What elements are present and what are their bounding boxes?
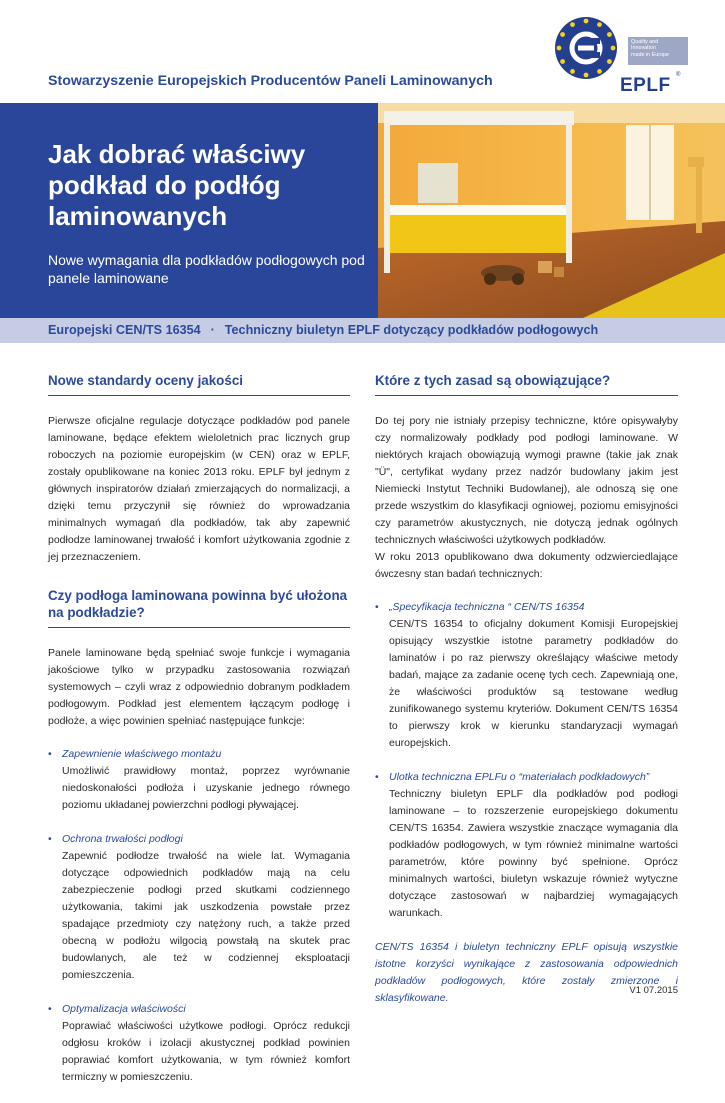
heading-quality-standards: Nowe standardy oceny jakości [48,372,350,396]
registered-mark: ® [676,72,681,78]
eplf-logo [538,8,690,98]
organization-name: Stowarzyszenie Europejskich Producentów Paneli Laminowanych [48,73,493,89]
list-item-title: • Ulotka techniczna EPLFu o “materiałach podkładowych” [389,771,650,783]
logo-wordmark: EPLF [620,75,671,96]
heading-underlay-question: Czy podłoga laminowana powinna być ułożona na podkładzie? [48,587,350,628]
subtitle-band [0,318,725,343]
list-item-title: • Ochrona trwałości podłogi [62,833,183,845]
list-item [375,599,678,752]
list-item [48,1001,350,1086]
bedroom-photo-icon [378,103,725,318]
paragraph-regulations: Pierwsze oficjalne regulacje dotyczące podkładów pod panele laminowane, będące efektem wieloletnich prac licznych grup roboczych na poziomie europejskim (w CEN) oraz w EPLF, zostały opublikowane na koniec 2013 roku. EPLF był jednym z głównych inspiratorów działań zmierzających do normalizacji, a dzięki temu przyczynił się również do wprowadzania minimalnych wymagań dla podkładów, tak aby zapewnić podłodze laminowanej trwałość i komfort użytkowania zgodnie z jej przeznaczeniem. [48,415,350,563]
list-item-title: • Optymalizacja właściwości [62,1003,186,1015]
right-column [375,372,678,1007]
paragraph-functions: Panele laminowane będą spełniać swoje funkcje i wymagania jakościowe tylko w przypadku zastosowania rozwiązań systemowych – czyli wraz z odpowiednio dobranym podkładem podłogowym. Podkład jest elementem łączącym podłogę i podłoże, a więc powinien spełniać następujące funkcje: [48,647,350,727]
band-standard: Europejski CEN/TS 16354 [48,323,201,337]
list-item-text: Poprawiać właściwości użytkowe podłogi. Oprócz redukcji odgłosu kroków i izolacji akustycznej podkład powinien poprawiać komfort użytkowania, w tym również komfort termiczny w pomieszczeniu. [62,1020,350,1083]
closing-note: CEN/TS 16354 i biuletyn techniczny EPLF opisują wszystkie istotne korzyści wynikające z zastosowania odpowiednich podkładów podłogowych, które zostały zmierzone i sklasyfikowane. [375,941,678,1004]
list-item [375,769,678,922]
list-item [48,831,350,984]
list-item-title: • „Specyfikacja techniczna “ CEN/TS 16354 [389,601,585,613]
list-item-title: • Zapewnienie właściwego montażu [62,748,222,760]
list-item-text: Techniczny biuletyn EPLF dla podkładów pod podłogi laminowane – to rozszerzenie europejskiego dokumentu CEN/TS 16354. Zawiera wszystkie znaczące wymagania dla podkładów podłogowych, w tym również minimalne wartości parametrów, które powinny być spełnione. Oprócz minimalnych wartości, biuletyn wskazuje również wytyczne dotyczące zastosowań w najbardziej wymagających warunkach. [389,788,678,919]
list-item [48,746,350,814]
left-column [48,372,350,1103]
logo-tagline: Quality and Innovation made in Europe [628,37,688,65]
bedroom-floor-photo [378,103,725,318]
paragraph-two-documents: W roku 2013 opublikowano dwa dokumenty odzwierciedlające ówczesny stan badań technicznych: [375,551,678,580]
list-item-text: Zapewnić podłodze trwałość na wiele lat. Wymagania dotyczące odpowiednich podkładów mają na celu zabezpieczenie podłogi przed skutkami codziennego użytkowania, takimi jak uszkodzenia powstałe przez spadające przedmioty czy natężony ruch, a także przed obecną w podłożu wilgocią powstałą na skutek prac budowlanych, ale też w codziennej eksploatacji pomieszczenia. [62,850,350,981]
paragraph-existing-rules: Do tej pory nie istniały przepisy techniczne, które opisywałyby czy normalizowały podkłady pod podłogi laminowane. W niektórych krajach obowiązują wymogi prawne (takie jak znak "Ü", certyfikat wydany przez nadzór budowlany jakim jest Niemiecki Instytut Techniki Budowlanej), ale odnoszą się one przede wszystkim do klasyfikacji ogniowej, poziomu emisyjności czy parametrów akustycznych, nie dotyczą jednak ogólnych technicznych właściwości użytkowych podkładów. [375,415,678,546]
page-title: Jak dobrać właściwy podkład do podłóg laminowanych [48,139,306,231]
heading-applicable-rules: Które z tych zasad są obowiązujące? [375,372,678,396]
band-bulletin: Techniczny biuletyn EPLF dotyczący podkładów podłogowych [224,323,599,337]
band-separator: · [210,323,215,337]
page-subtitle: Nowe wymagania dla podkładów podłogowych pod panele laminowane [48,252,365,286]
hero-banner [0,103,725,318]
list-item-text: Umożliwić prawidłowy montaż, poprzez wyrównanie niedoskonałości podłoża i uzyskanie jednego równego poziomu układanej powierzchni podłogi pływającej. [62,765,350,811]
list-item-text: CEN/TS 16354 to oficjalny dokument Komisji Europejskiej opisujący wszystkie istotne parametry podkładów do laminatów i po raz pierwszy określający właściwe metody badań, mające za zadanie ocenę tych cech. Zapewniają one, że właściwości produktów są testowane według zunifikowanego systemu kryteriów. Dokument CEN/TS 16354 to pierwszy krok w kierunku standaryzacji wymagań europejskich. [389,618,678,749]
documents-list [375,599,678,922]
document-version: V1 07.2015 [629,985,678,996]
functions-list [48,746,350,1086]
